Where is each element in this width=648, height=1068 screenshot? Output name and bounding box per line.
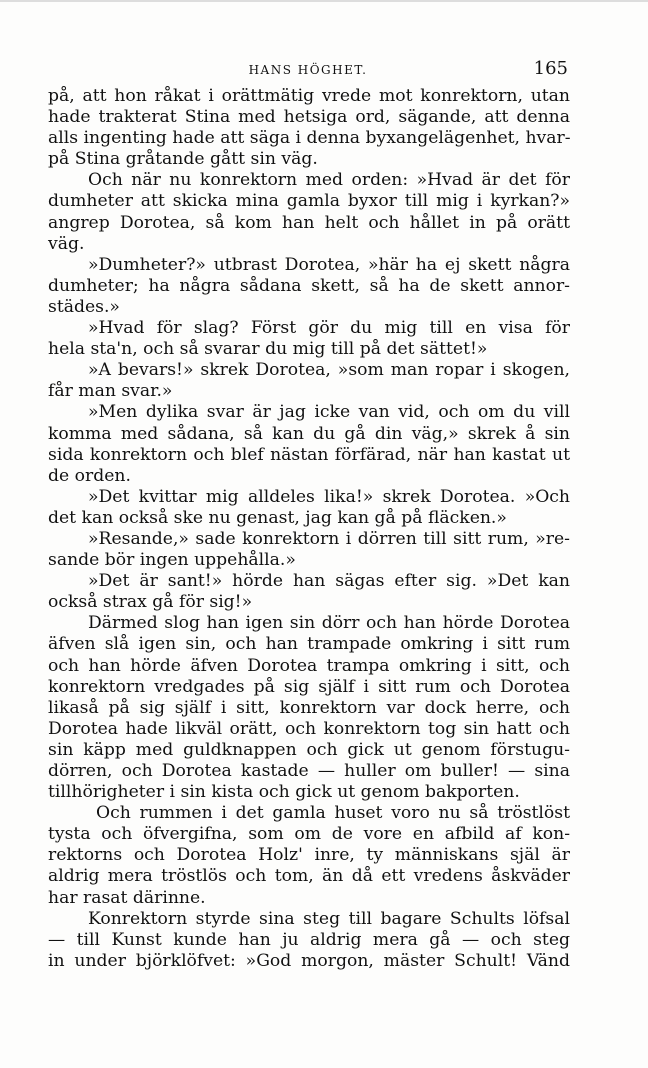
text-line: får man svar.»	[48, 381, 173, 402]
text-line: alls ingenting hade att säga i denna byxangelägenhet, hvar-	[48, 128, 571, 149]
text-line: konrektorn vredgades på sig själf i sitt rum och Dorotea	[48, 676, 570, 697]
text-line: sida konrektorn och blef nästan förfärad, när han kastat ut	[48, 444, 570, 465]
text-line: också strax gå för sig!»	[48, 592, 253, 613]
text-line: komma med sådana, så kan du gå din väg,» skrek å sin	[48, 423, 570, 444]
text-line: Därmed slog han igen sin dörr och han hörde Dorotea	[88, 613, 570, 634]
text-line: och han hörde äfven Dorotea trampa omkring i sitt, och	[48, 655, 570, 676]
text-line: Dorotea hade likväl orätt, och konrektorn tog sin hatt och	[48, 718, 570, 739]
text-line: Och rummen i det gamla huset voro nu så tröstlöst	[96, 803, 570, 824]
text-line: sande bör ingen uppehålla.»	[48, 550, 296, 571]
text-line: de orden.	[48, 465, 131, 486]
page-top-edge	[0, 0, 648, 2]
text-line: »A bevars!» skrek Dorotea, »som man ropar i skogen,	[88, 360, 570, 381]
text-line: — till Kunst kunde han ju aldrig mera gå — och steg	[48, 929, 570, 950]
body-text	[48, 86, 570, 972]
running-title: HANS HÖGHET.	[248, 63, 368, 77]
text-line: likaså på sig själf i sitt, konrektorn var dock herre, och	[48, 697, 570, 718]
text-line: dörren, och Dorotea kastade — huller om buller! — sina	[48, 761, 570, 781]
text-line: angrep Dorotea, så kom han helt och hållet in på orätt	[48, 212, 570, 233]
text-line: Och när nu konrektorn med orden: »Hvad är det för	[88, 170, 570, 191]
text-line: sin käpp med guldknappen och gick ut genom förstugu-	[48, 739, 570, 760]
text-line: »Det är sant!» hörde han sägas efter sig. »Det kan	[88, 571, 570, 592]
text-line: dumheter; ha några sådana skett, så ha de skett annor-	[48, 275, 570, 296]
text-line: »Resande,» sade konrektorn i dörren till sitt rum, »re-	[88, 528, 570, 549]
text-line: har rasat därinne.	[48, 887, 206, 908]
text-line: på Stina gråtande gått sin väg.	[48, 149, 318, 170]
text-line: aldrig mera tröstlös och tom, än då ett vredens åskväder	[48, 866, 570, 887]
text-line: tillhörigheter i sin kista och gick ut genom bakporten.	[48, 782, 520, 803]
text-line: »Det kvittar mig alldeles lika!» skrek Dorotea. »Och	[88, 486, 570, 507]
text-line: »Hvad för slag? Först gör du mig till en visa för	[88, 318, 570, 339]
text-line: in under björklöfvet: »God morgon, mäster Schult! Vänd	[48, 950, 570, 971]
text-line: rektorns och Dorotea Holz' inre, ty människans själ är	[48, 845, 570, 866]
text-line: städes.»	[48, 296, 120, 317]
text-line: väg.	[48, 233, 85, 254]
text-line: Konrektorn styrde sina steg till bagare Schults löfsal	[88, 908, 570, 929]
text-line: hade trakterat Stina med hetsiga ord, sägande, att denna	[48, 107, 570, 128]
text-line: hela sta'n, och så svarar du mig till på det sättet!»	[48, 339, 488, 360]
text-line: dumheter att skicka mina gamla byxor till mig i kyrkan?»	[48, 191, 570, 212]
page-header	[48, 58, 568, 82]
text-line: tysta och öfvergifna, som om de vore en afbild af kon-	[48, 824, 570, 845]
text-line: det kan också ske nu genast, jag kan gå på fläcken.»	[48, 507, 507, 528]
text-line: »Dumheter?» utbrast Dorotea, »här ha ej skett några	[88, 254, 570, 275]
page-number: 165	[533, 58, 568, 79]
text-line: äfven slå igen sin, och han trampade omkring i sitt rum	[48, 634, 570, 655]
text-line: på, att hon råkat i orättmätig vrede mot konrektorn, utan	[48, 86, 570, 106]
text-line: »Men dylika svar är jag icke van vid, och om du vill	[88, 402, 570, 423]
